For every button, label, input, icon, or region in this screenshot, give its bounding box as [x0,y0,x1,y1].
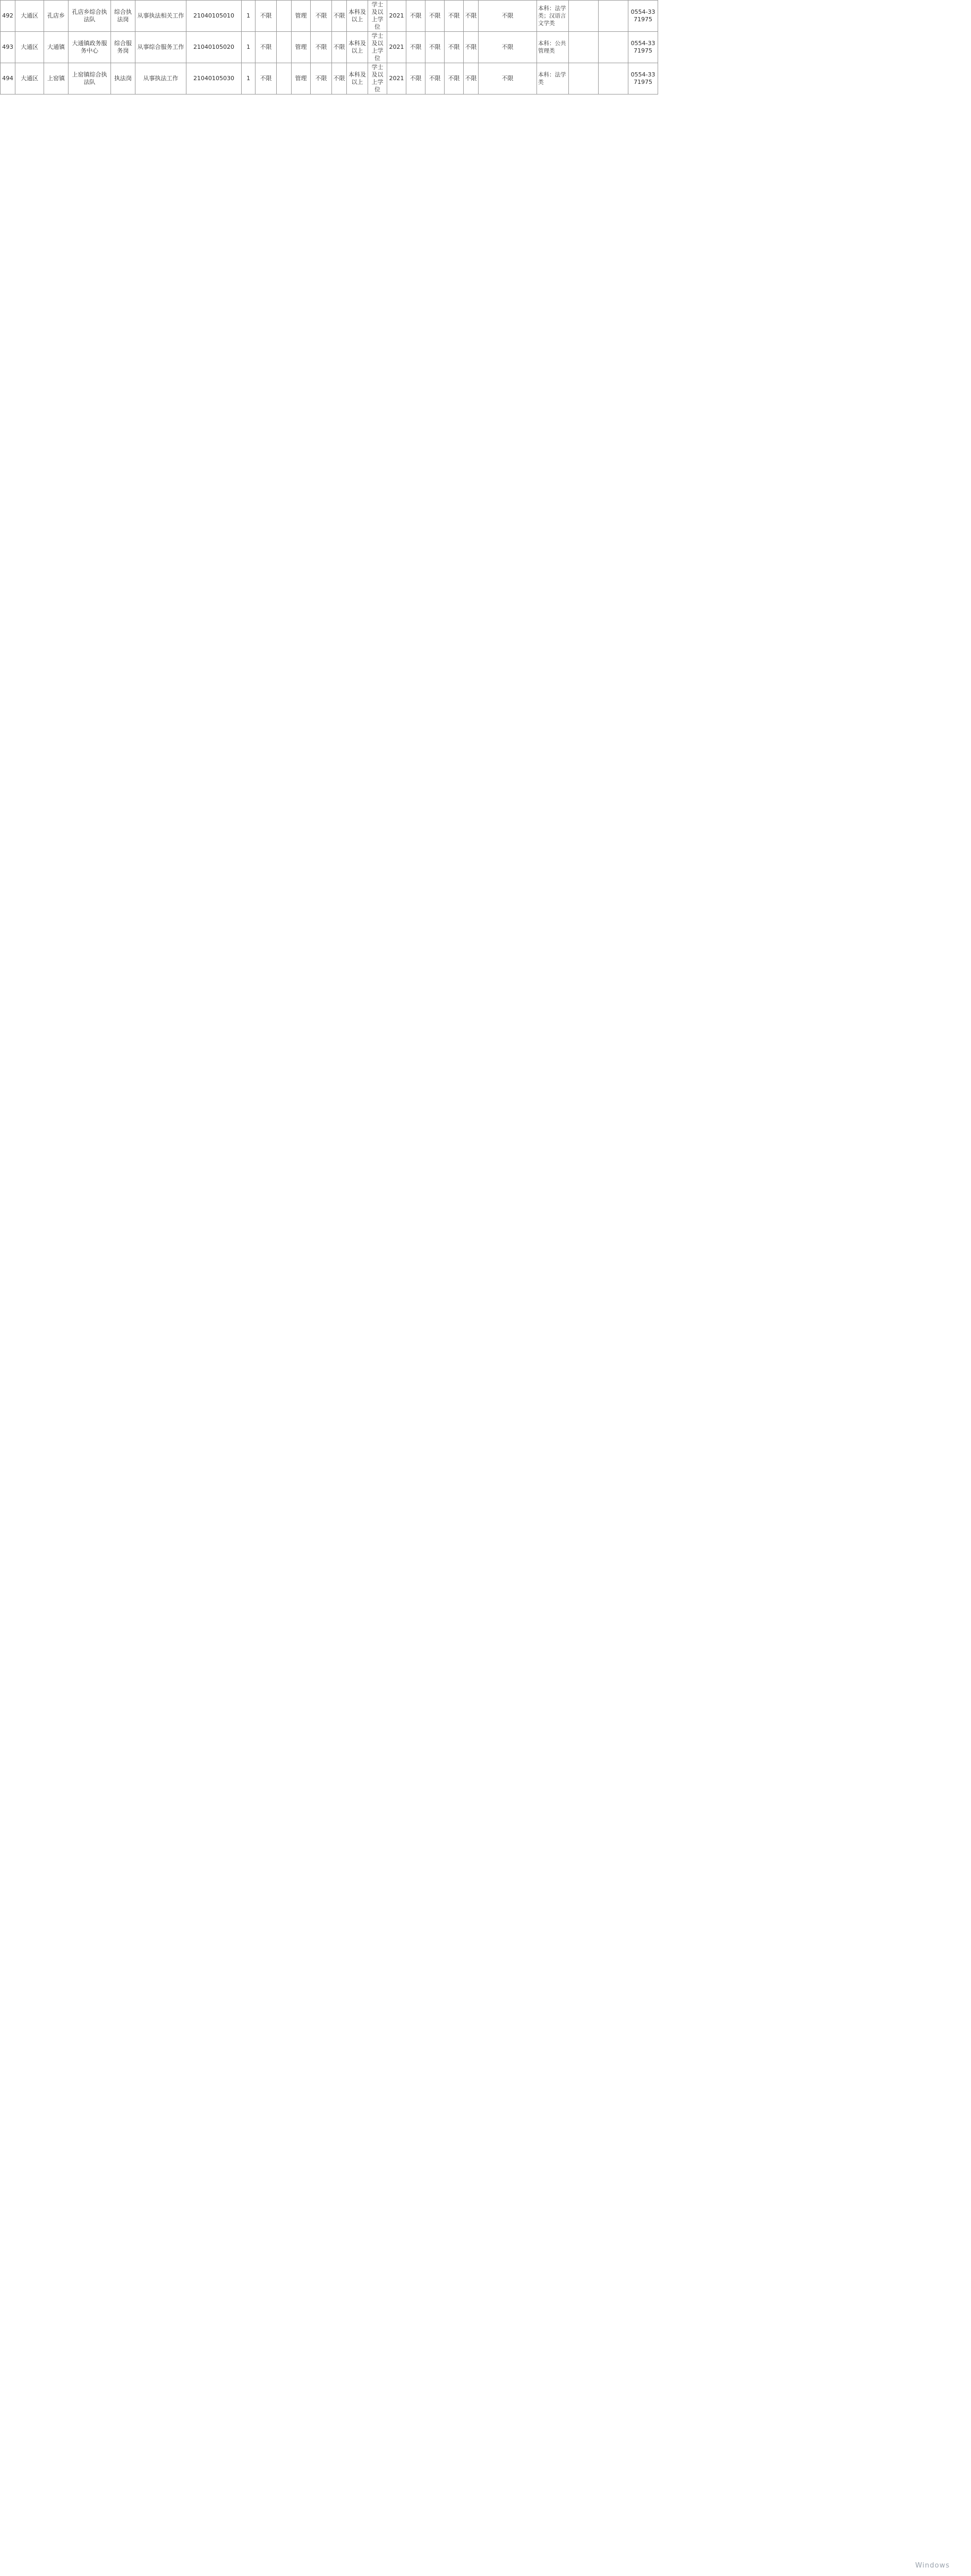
cell-duty: 从事执法工作 [135,63,186,95]
cell-exp: 不限 [406,1,425,32]
cell-num: 1 [242,63,255,95]
cell-pol: 不限 [425,63,445,95]
cell-sex: 不限 [255,32,277,63]
cell-e1: 不限 [311,63,332,95]
table-row [1,32,971,63]
cell-note [569,63,599,95]
cell-dept: 上窑镇综合执法队 [69,63,111,95]
cell-age [277,63,292,95]
cell-exp: 不限 [406,63,425,95]
cell-county: 大通区 [15,63,44,95]
cell-sex: 不限 [255,63,277,95]
cell-edu: 本科及以上 [347,32,368,63]
cell-code: 21040105020 [186,32,242,63]
cell-duty: 从事执法相关工作 [135,1,186,32]
cell-post: 综合执法岗 [111,1,135,32]
cell-note [569,32,599,63]
cell-phone: 0554-3371975 [628,63,658,95]
recruitment-table [0,0,971,95]
cell-exp: 不限 [406,32,425,63]
watermark: Windows [915,2562,950,2570]
cell-duty: 从事综合服务工作 [135,32,186,63]
cell-exam [599,32,628,63]
cell-code: 21040105010 [186,1,242,32]
cell-e1: 不限 [311,1,332,32]
cell-age [277,32,292,63]
cell-ext2: 不限 [464,63,479,95]
cell-county: 大通区 [15,1,44,32]
cell-e1: 不限 [311,32,332,63]
cell-note [569,1,599,32]
cell-pol: 不限 [425,1,445,32]
table-row [1,63,971,95]
cell-cat: 管理 [292,32,311,63]
table-row [1,1,971,32]
cell-edu: 本科及以上 [347,63,368,95]
cell-degree: 学士及以上学位 [368,32,387,63]
cell-unit: 孔店乡 [44,1,69,32]
cell-exam [599,63,628,95]
cell-seq: 494 [1,63,15,95]
cell-code: 21040105030 [186,63,242,95]
cell-sex: 不限 [255,1,277,32]
cell-county: 大通区 [15,32,44,63]
cell-seq: 492 [1,1,15,32]
cell-seq: 493 [1,32,15,63]
cell-ext1: 不限 [445,32,464,63]
cell-phone: 0554-3371975 [628,1,658,32]
cell-e2: 不限 [332,63,347,95]
cell-ext2: 不限 [464,32,479,63]
cell-e2: 不限 [332,32,347,63]
cell-e2: 不限 [332,1,347,32]
cell-num: 1 [242,1,255,32]
cell-post: 执法岗 [111,63,135,95]
cell-ext3: 不限 [479,63,537,95]
cell-ext1: 不限 [445,1,464,32]
cell-num: 1 [242,32,255,63]
cell-spec: 本科：法学类；汉语言文学类 [537,1,569,32]
cell-age [277,1,292,32]
cell-pol: 不限 [425,32,445,63]
cell-year: 2021 [387,1,406,32]
cell-ext1: 不限 [445,63,464,95]
cell-unit: 上窑镇 [44,63,69,95]
cell-spec: 本科：法学类 [537,63,569,95]
cell-degree: 学士及以上学位 [368,1,387,32]
cell-post: 综合服务岗 [111,32,135,63]
cell-unit: 大通镇 [44,32,69,63]
cell-year: 2021 [387,63,406,95]
cell-dept: 大通镇政务服务中心 [69,32,111,63]
cell-phone: 0554-3371975 [628,32,658,63]
cell-spec: 本科：公共管理类 [537,32,569,63]
cell-dept: 孔店乡综合执法队 [69,1,111,32]
cell-year: 2021 [387,32,406,63]
cell-exam [599,1,628,32]
cell-ext2: 不限 [464,1,479,32]
cell-edu: 本科及以上 [347,1,368,32]
cell-cat: 管理 [292,1,311,32]
cell-ext3: 不限 [479,1,537,32]
cell-degree: 学士及以上学位 [368,63,387,95]
cell-cat: 管理 [292,63,311,95]
cell-ext3: 不限 [479,32,537,63]
